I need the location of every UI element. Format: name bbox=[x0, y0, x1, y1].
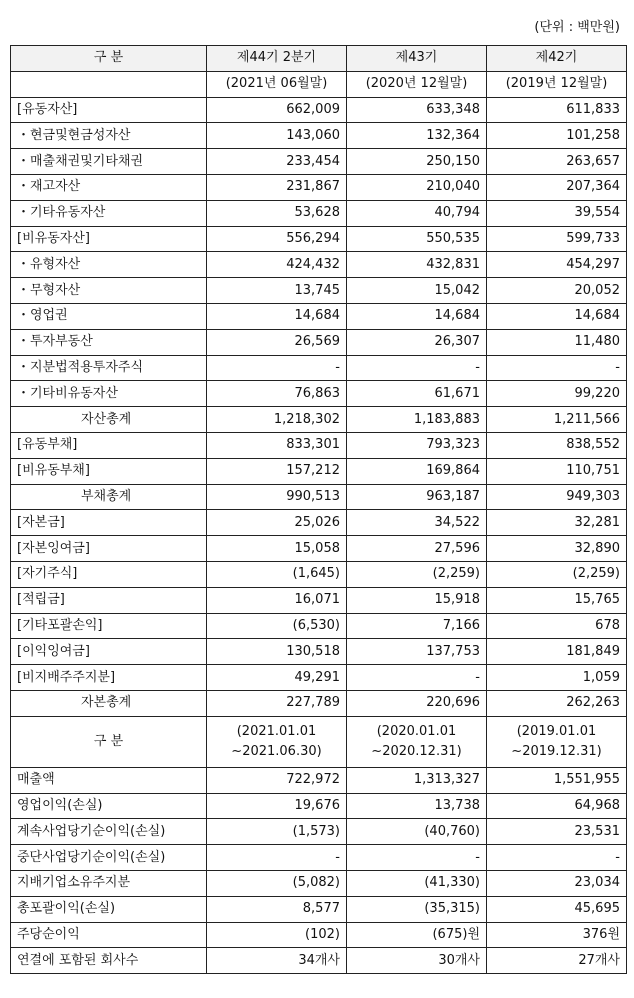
row-value: 15,765 bbox=[487, 587, 627, 613]
row-value: 169,864 bbox=[347, 458, 487, 484]
row-value: 27개사 bbox=[487, 948, 627, 974]
table-row bbox=[11, 278, 627, 304]
row-value: 833,301 bbox=[207, 432, 347, 458]
row-value: 1,313,327 bbox=[347, 767, 487, 793]
row-label: 매출액 bbox=[11, 767, 207, 793]
table-row bbox=[11, 355, 627, 381]
unit-note: (단위 : 백만원) bbox=[534, 20, 620, 35]
period-from: (2021.01.01 bbox=[236, 723, 317, 739]
table-row bbox=[11, 174, 627, 200]
row-value: 32,890 bbox=[487, 536, 627, 562]
row-value: 34,522 bbox=[347, 510, 487, 536]
row-value: 262,263 bbox=[487, 690, 627, 716]
row-value: - bbox=[487, 355, 627, 381]
row-label: [자기주식] bbox=[11, 561, 207, 587]
row-label: [비유동부채] bbox=[11, 458, 207, 484]
row-value: 11,480 bbox=[487, 329, 627, 355]
header-period: 제44기 2분기 bbox=[207, 46, 347, 72]
table-row bbox=[11, 123, 627, 149]
row-value: 454,297 bbox=[487, 252, 627, 278]
row-label: 주당순이익 bbox=[11, 922, 207, 948]
row-value: 30개사 bbox=[347, 948, 487, 974]
row-value: 40,794 bbox=[347, 200, 487, 226]
table-row bbox=[11, 819, 627, 845]
row-value: 132,364 bbox=[347, 123, 487, 149]
row-value: 13,745 bbox=[207, 278, 347, 304]
row-value: 19,676 bbox=[207, 793, 347, 819]
row-label: ・현금및현금성자산 bbox=[11, 123, 207, 149]
table-row bbox=[11, 845, 627, 871]
row-value: 49,291 bbox=[207, 665, 347, 691]
row-label: ・매출채권및기타채권 bbox=[11, 149, 207, 175]
table-row bbox=[11, 458, 627, 484]
row-value: (2,259) bbox=[487, 561, 627, 587]
row-value: 20,052 bbox=[487, 278, 627, 304]
row-label: [비지배주주지분] bbox=[11, 665, 207, 691]
row-value: 26,569 bbox=[207, 329, 347, 355]
row-label: 부채총계 bbox=[11, 484, 207, 510]
row-label: ・유형자산 bbox=[11, 252, 207, 278]
row-value: (2,259) bbox=[347, 561, 487, 587]
row-label: ・재고자산 bbox=[11, 174, 207, 200]
table-row bbox=[11, 97, 627, 123]
table-row bbox=[11, 484, 627, 510]
header-date: (2019년 12월말) bbox=[487, 71, 627, 97]
row-value: 157,212 bbox=[207, 458, 347, 484]
row-label: 자산총계 bbox=[11, 407, 207, 433]
row-value: 838,552 bbox=[487, 432, 627, 458]
row-value: 137,753 bbox=[347, 639, 487, 665]
row-value: (35,315) bbox=[347, 896, 487, 922]
row-value: 76,863 bbox=[207, 381, 347, 407]
row-label: [비유동자산] bbox=[11, 226, 207, 252]
row-label: [유동부채] bbox=[11, 432, 207, 458]
row-value: 1,183,883 bbox=[347, 407, 487, 433]
row-value: 32,281 bbox=[487, 510, 627, 536]
row-label: [적립금] bbox=[11, 587, 207, 613]
row-label: 지배기업소유주지분 bbox=[11, 870, 207, 896]
row-value: 61,671 bbox=[347, 381, 487, 407]
row-value: 13,738 bbox=[347, 793, 487, 819]
table-row bbox=[11, 226, 627, 252]
row-value: (40,760) bbox=[347, 819, 487, 845]
table-row bbox=[11, 536, 627, 562]
row-value: 15,058 bbox=[207, 536, 347, 562]
row-value: (6,530) bbox=[207, 613, 347, 639]
income-header-period bbox=[347, 716, 487, 767]
row-label: 총포괄이익(손실) bbox=[11, 896, 207, 922]
row-value: 143,060 bbox=[207, 123, 347, 149]
row-label: [유동자산] bbox=[11, 97, 207, 123]
row-value: (102) bbox=[207, 922, 347, 948]
period-from: (2019.01.01 bbox=[516, 723, 597, 739]
table-row bbox=[11, 767, 627, 793]
row-value: 8,577 bbox=[207, 896, 347, 922]
row-value: 1,551,955 bbox=[487, 767, 627, 793]
table-header-row bbox=[11, 46, 627, 72]
row-value: 39,554 bbox=[487, 200, 627, 226]
period-to: ~2020.12.31) bbox=[371, 743, 462, 759]
row-value: 376원 bbox=[487, 922, 627, 948]
table-row bbox=[11, 432, 627, 458]
row-value: 210,040 bbox=[347, 174, 487, 200]
row-label: 자본총계 bbox=[11, 690, 207, 716]
row-value: (1,645) bbox=[207, 561, 347, 587]
table-row bbox=[11, 922, 627, 948]
row-label: [기타포괄손익] bbox=[11, 613, 207, 639]
row-value: 662,009 bbox=[207, 97, 347, 123]
row-value: 793,323 bbox=[347, 432, 487, 458]
income-header-period bbox=[487, 716, 627, 767]
table-row bbox=[11, 252, 627, 278]
row-label: ・영업권 bbox=[11, 303, 207, 329]
table-row bbox=[11, 665, 627, 691]
row-label: 영업이익(손실) bbox=[11, 793, 207, 819]
table-row bbox=[11, 303, 627, 329]
row-value: 14,684 bbox=[347, 303, 487, 329]
row-value: 678 bbox=[487, 613, 627, 639]
header-empty-cell bbox=[11, 71, 207, 97]
table-row bbox=[11, 896, 627, 922]
row-value: 633,348 bbox=[347, 97, 487, 123]
row-value: 963,187 bbox=[347, 484, 487, 510]
table-row bbox=[11, 200, 627, 226]
period-to: ~2019.12.31) bbox=[511, 743, 602, 759]
period-from: (2020.01.01 bbox=[376, 723, 457, 739]
table-row bbox=[11, 613, 627, 639]
row-value: 110,751 bbox=[487, 458, 627, 484]
row-value: - bbox=[207, 845, 347, 871]
row-value: 99,220 bbox=[487, 381, 627, 407]
row-label: 중단사업당기순이익(손실) bbox=[11, 845, 207, 871]
row-value: 181,849 bbox=[487, 639, 627, 665]
row-value: 16,071 bbox=[207, 587, 347, 613]
table-row bbox=[11, 407, 627, 433]
row-value: 722,972 bbox=[207, 767, 347, 793]
row-value: 23,034 bbox=[487, 870, 627, 896]
row-value: 231,867 bbox=[207, 174, 347, 200]
header-label: 구 분 bbox=[11, 46, 207, 72]
row-value: 207,364 bbox=[487, 174, 627, 200]
row-value: 53,628 bbox=[207, 200, 347, 226]
row-label: ・기타비유동자산 bbox=[11, 381, 207, 407]
row-value: 1,211,566 bbox=[487, 407, 627, 433]
row-value: 45,695 bbox=[487, 896, 627, 922]
row-label: 계속사업당기순이익(손실) bbox=[11, 819, 207, 845]
row-value: 1,218,302 bbox=[207, 407, 347, 433]
row-value: 7,166 bbox=[347, 613, 487, 639]
row-label: 연결에 포함된 회사수 bbox=[11, 948, 207, 974]
row-label: ・기타유동자산 bbox=[11, 200, 207, 226]
row-value: 101,258 bbox=[487, 123, 627, 149]
row-label: [이익잉여금] bbox=[11, 639, 207, 665]
row-value: - bbox=[207, 355, 347, 381]
row-value: 227,789 bbox=[207, 690, 347, 716]
header-period: 제43기 bbox=[347, 46, 487, 72]
row-value: 263,657 bbox=[487, 149, 627, 175]
row-value: 130,518 bbox=[207, 639, 347, 665]
row-label: ・지분법적용투자주식 bbox=[11, 355, 207, 381]
row-label: ・투자부동산 bbox=[11, 329, 207, 355]
table-header-dates-row bbox=[11, 71, 627, 97]
row-value: 599,733 bbox=[487, 226, 627, 252]
row-value: 15,042 bbox=[347, 278, 487, 304]
row-value: 424,432 bbox=[207, 252, 347, 278]
row-label: [자본금] bbox=[11, 510, 207, 536]
table-row bbox=[11, 510, 627, 536]
header-date: (2020년 12월말) bbox=[347, 71, 487, 97]
row-value: 556,294 bbox=[207, 226, 347, 252]
row-value: 949,303 bbox=[487, 484, 627, 510]
header-date: (2021년 06월말) bbox=[207, 71, 347, 97]
row-value: 1,059 bbox=[487, 665, 627, 691]
row-value: 14,684 bbox=[207, 303, 347, 329]
row-value: 14,684 bbox=[487, 303, 627, 329]
income-header-label: 구 분 bbox=[11, 716, 207, 767]
row-value: - bbox=[347, 845, 487, 871]
row-label: [자본잉여금] bbox=[11, 536, 207, 562]
row-value: (1,573) bbox=[207, 819, 347, 845]
income-header-row bbox=[11, 716, 627, 767]
financial-summary-table bbox=[10, 45, 627, 974]
table-row bbox=[11, 381, 627, 407]
row-value: 64,968 bbox=[487, 793, 627, 819]
table-row bbox=[11, 948, 627, 974]
income-header-period bbox=[207, 716, 347, 767]
period-to: ~2021.06.30) bbox=[231, 743, 322, 759]
row-value: 15,918 bbox=[347, 587, 487, 613]
row-value: 220,696 bbox=[347, 690, 487, 716]
table-row bbox=[11, 690, 627, 716]
row-value: 25,026 bbox=[207, 510, 347, 536]
row-value: - bbox=[347, 665, 487, 691]
row-value: 34개사 bbox=[207, 948, 347, 974]
table-row bbox=[11, 639, 627, 665]
row-value: 550,535 bbox=[347, 226, 487, 252]
row-value: 432,831 bbox=[347, 252, 487, 278]
table-row bbox=[11, 793, 627, 819]
table-row bbox=[11, 870, 627, 896]
row-value: 23,531 bbox=[487, 819, 627, 845]
row-label: ・무형자산 bbox=[11, 278, 207, 304]
row-value: (41,330) bbox=[347, 870, 487, 896]
row-value: 26,307 bbox=[347, 329, 487, 355]
table-row bbox=[11, 329, 627, 355]
row-value: (5,082) bbox=[207, 870, 347, 896]
row-value: 611,833 bbox=[487, 97, 627, 123]
row-value: (675)원 bbox=[347, 922, 487, 948]
table-row bbox=[11, 587, 627, 613]
row-value: 27,596 bbox=[347, 536, 487, 562]
row-value: 990,513 bbox=[207, 484, 347, 510]
row-value: - bbox=[347, 355, 487, 381]
row-value: 233,454 bbox=[207, 149, 347, 175]
row-value: 250,150 bbox=[347, 149, 487, 175]
row-value: - bbox=[487, 845, 627, 871]
table-row bbox=[11, 561, 627, 587]
header-period: 제42기 bbox=[487, 46, 627, 72]
table-row bbox=[11, 149, 627, 175]
